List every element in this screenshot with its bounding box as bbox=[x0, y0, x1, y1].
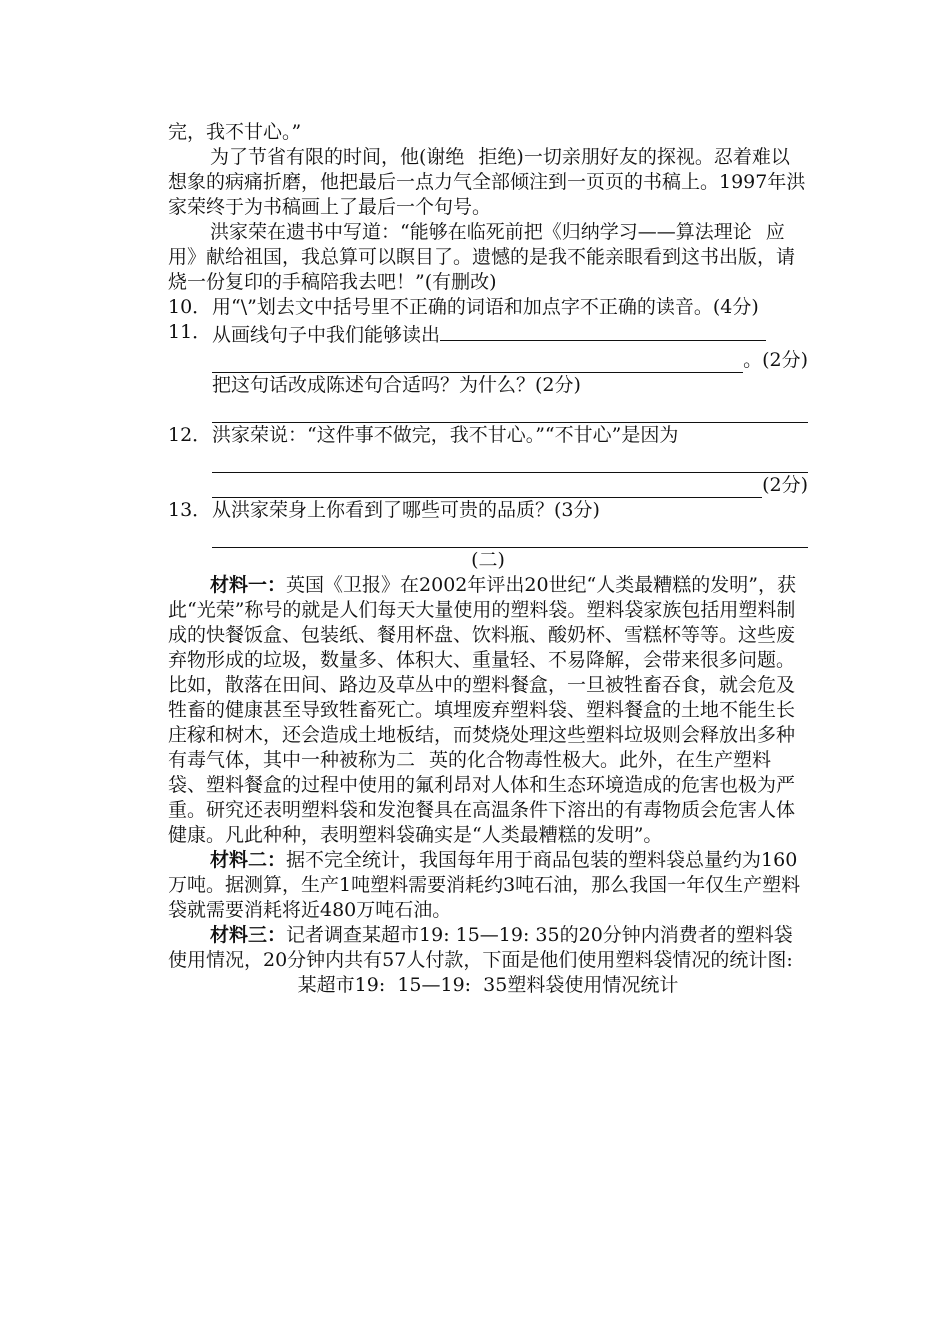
question-10 bbox=[168, 295, 808, 320]
material-label: 材料三： bbox=[210, 924, 287, 946]
material-label: 材料一： bbox=[210, 574, 287, 596]
question-text: 从画线句子中我们能够读出 bbox=[212, 324, 441, 346]
question-text: 从洪家荣身上你看到了哪些可贵的品质？(3分) bbox=[212, 499, 600, 521]
question-13 bbox=[168, 498, 808, 523]
material-2: 材料二：据不完全统计，我国每年用于商品包装的塑料袋总量约为160万吨。据测算，生产1吨塑料需要消耗约3吨石油，那么我国一年仅生产塑料袋就需要消耗将近480万吨石油。 bbox=[168, 849, 801, 921]
story-paragraph-3: 洪家荣在遗书中写道：“能够在临死前把《归纳学习——算法理论 应用》献给祖国，我总算可以瞑目了。遗憾的是我不能亲眼看到这书出版，请烧一份复印的手稿陪我去吧！”(有删改) bbox=[168, 221, 796, 293]
question-text: 用“\”划去文中括号里不正确的词语和加点字不正确的读音。(4分) bbox=[212, 296, 759, 318]
answer-blank[interactable] bbox=[212, 475, 762, 498]
material-1: 材料一：英国《卫报》在2002年评出20世纪“人类最糟糕的发明”，获此“光荣”称号的就是人们每天大量使用的塑料袋。塑料袋家族包括用塑料制成的快餐饭盒、包装纸、餐用杯盘、饮料瓶、酸奶杯、雪糕杯等等。这些废弃物形成的垃圾，数量多、体积大、重量轻、不易降解，会带来很多问题。比如，散落在田间、路边及草丛中的塑料餐盒，一旦被牲畜吞食，就会危及牲畜的健康甚至导致牲畜死亡。填埋废弃塑料袋、塑料餐盒的土地不能生长庄稼和树木，还会造成土地板结，而焚烧处理这些塑料垃圾则会释放出多种有毒气体，其中一种被称为二 英的化合物毒性极大。此外，在生产塑料袋、塑料餐盒的过程中使用的氟利昂对人体和生态环境造成的危害也极为严重。研究还表明塑料袋和发泡餐具在高温条件下溶出的有毒物质会危害人体健康。凡此种种，表明塑料袋确实是“人类最糟糕的发明”。 bbox=[168, 574, 796, 846]
document-page bbox=[168, 120, 808, 998]
question-text: 洪家荣说：“这件事不做完，我不甘心。”“不甘心”是因为 bbox=[212, 424, 679, 446]
material-label: 材料二： bbox=[210, 849, 287, 871]
question-number: 10． bbox=[168, 296, 212, 318]
chart-title: 某超市19: 15—19: 35塑料袋使用情况统计 bbox=[297, 974, 679, 996]
question-12 bbox=[168, 423, 808, 448]
answer-line[interactable] bbox=[212, 448, 808, 473]
question-11 bbox=[168, 320, 808, 348]
answer-line-row bbox=[212, 473, 808, 498]
answer-blank[interactable] bbox=[212, 350, 743, 373]
story-line-1: 完，我不甘心。” bbox=[168, 121, 302, 143]
score-label: (2分) bbox=[762, 474, 808, 496]
answer-line[interactable] bbox=[212, 523, 808, 548]
question-number: 11． bbox=[168, 321, 212, 343]
question-11-subquestion: 把这句话改成陈述句合适吗？为什么？(2分) bbox=[212, 374, 581, 396]
score-label: 。(2分) bbox=[743, 349, 808, 371]
answer-line[interactable] bbox=[212, 398, 808, 423]
material-3: 材料三：记者调查某超市19: 15—19: 35的20分钟内消费者的塑料袋使用情况，20分钟内共有57人付款，下面是他们使用塑料袋情况的统计图: bbox=[168, 924, 793, 971]
answer-blank[interactable] bbox=[440, 320, 766, 341]
section-heading: (二) bbox=[471, 549, 505, 571]
question-number: 12． bbox=[168, 424, 212, 446]
answer-line-row bbox=[212, 348, 808, 373]
question-number: 13． bbox=[168, 499, 212, 521]
story-paragraph-2: 为了节省有限的时间，他(谢绝 拒绝)一切亲朋好友的探视。忍着难以想象的病痛折磨，他把最后一点力气全部倾注到一页页的书稿上。1997年洪家荣终于为书稿画上了最后一个句号。 bbox=[168, 146, 806, 218]
